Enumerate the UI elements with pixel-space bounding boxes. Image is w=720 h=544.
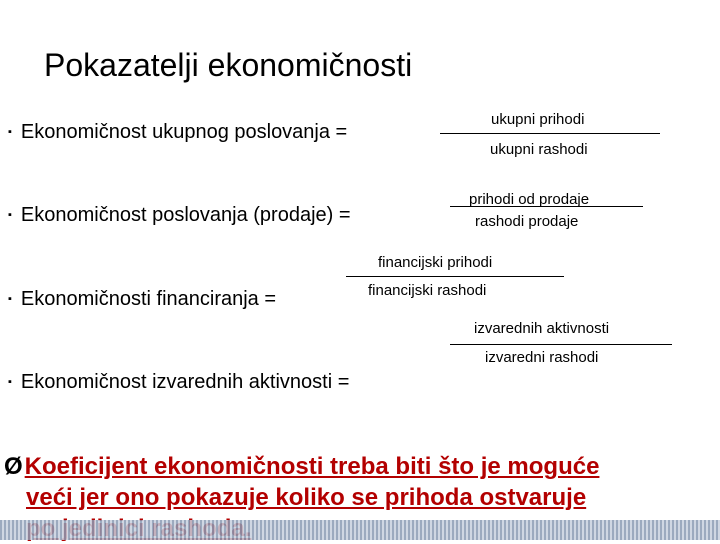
row-1-denominator: ukupni rashodi bbox=[490, 141, 588, 158]
row-2-numerator: prihodi od prodaje bbox=[469, 191, 590, 208]
bullet-icon: ▪ bbox=[8, 209, 12, 221]
bullet-icon: ▪ bbox=[8, 126, 12, 138]
slide-title: Pokazatelji ekonomičnosti bbox=[44, 47, 413, 83]
row-1-fraction-line bbox=[440, 133, 660, 134]
row-3-fraction-line bbox=[346, 276, 564, 277]
row-4-denominator: izvaredni rashodi bbox=[485, 349, 599, 366]
formula-row-2-label bbox=[8, 204, 351, 227]
row-4-fraction-line bbox=[450, 344, 672, 345]
note-line-1: ØKoeficijent ekonomičnosti treba biti što je moguće bbox=[4, 453, 600, 480]
row-4-numerator: izvarednih aktivnosti bbox=[474, 320, 610, 337]
arrow-bullet-icon: Ø bbox=[4, 453, 23, 480]
row-1-numerator: ukupni prihodi bbox=[491, 111, 585, 128]
slide-footer-bar bbox=[0, 520, 720, 540]
note-line-2: veći jer ono pokazuje koliko se prihoda ostvaruje bbox=[26, 484, 587, 511]
row-2-denominator: rashodi prodaje bbox=[475, 213, 579, 230]
formula-row-1-label bbox=[8, 121, 347, 144]
row-3-label: Ekonomičnosti financiranja = bbox=[20, 288, 277, 310]
formula-row-3-label bbox=[8, 288, 276, 311]
formula-row-4-label bbox=[8, 371, 349, 394]
row-2-fraction-line bbox=[450, 206, 643, 207]
row-4-label: Ekonomičnost izvarednih aktivnosti = bbox=[20, 371, 350, 393]
row-1-label: Ekonomičnost ukupnog poslovanja = bbox=[20, 121, 348, 143]
bullet-icon: ▪ bbox=[8, 376, 12, 388]
bullet-icon: ▪ bbox=[8, 293, 12, 305]
row-3-denominator: financijski rashodi bbox=[368, 282, 487, 299]
row-2-label: Ekonomičnost poslovanja (prodaje) = bbox=[20, 204, 351, 226]
row-3-numerator: financijski prihodi bbox=[378, 254, 493, 271]
